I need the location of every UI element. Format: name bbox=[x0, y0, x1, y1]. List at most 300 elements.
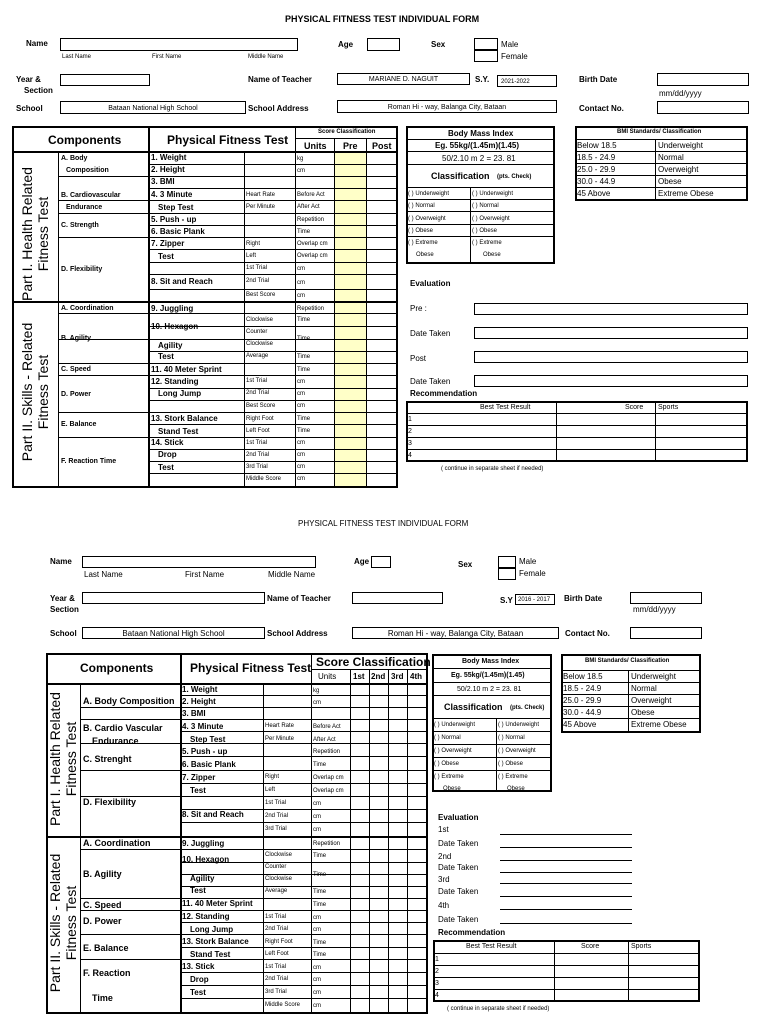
evaluation-label: Evaluation bbox=[438, 813, 479, 822]
sub-label: Right Foot bbox=[265, 939, 293, 945]
sub-label: 2nd Trial bbox=[265, 976, 289, 982]
unit-label: Repetition bbox=[297, 306, 325, 312]
unit-label: cm bbox=[313, 927, 321, 933]
sub-label: Middle Score bbox=[265, 1002, 301, 1008]
test-label: 9. Juggling bbox=[182, 839, 225, 848]
bmi-example: Eg. 55kg/(1.45m)(1.45) bbox=[435, 141, 520, 150]
sports-header: Sports bbox=[631, 943, 652, 950]
classification-option: ( ) Underweight bbox=[472, 191, 514, 197]
classification-option: Obese bbox=[483, 252, 501, 258]
contact-field[interactable] bbox=[657, 101, 749, 114]
comp-divider bbox=[58, 200, 148, 201]
test-divider bbox=[148, 188, 397, 189]
unit-label: Time bbox=[313, 872, 327, 878]
classification-option: Obese bbox=[443, 786, 461, 792]
bmi-range: 30.0 - 44.9 bbox=[563, 708, 602, 717]
birth-date-field[interactable] bbox=[657, 73, 749, 86]
test-divider bbox=[148, 225, 397, 226]
unit-label: Repetition bbox=[313, 841, 341, 847]
bmi-category: Obese bbox=[631, 708, 655, 717]
sub-label: Right Foot bbox=[246, 416, 274, 422]
components-header: Components bbox=[48, 133, 122, 147]
classification-option: ( ) Obese bbox=[472, 228, 498, 234]
component-label: E. Balance bbox=[83, 943, 129, 953]
classification-option: Obese bbox=[507, 786, 525, 792]
test-label: 7. Zipper bbox=[182, 773, 216, 782]
test-label: 5. Push - up bbox=[151, 215, 197, 224]
test-label: Step Test bbox=[190, 735, 226, 744]
recommendation-label: Recommendation bbox=[410, 389, 478, 398]
sub-label: 1st Trial bbox=[246, 265, 268, 271]
component-label: C. Speed bbox=[61, 366, 91, 373]
sub-label: Per Minute bbox=[265, 736, 295, 742]
std-line bbox=[575, 187, 748, 188]
comp-divider bbox=[80, 934, 180, 935]
unit-label: cm bbox=[313, 965, 321, 971]
cls-line bbox=[406, 199, 555, 200]
unit-label: Time bbox=[297, 367, 311, 373]
eval-4th-line[interactable] bbox=[500, 909, 632, 910]
eval-3rd-line[interactable] bbox=[500, 883, 632, 884]
sub-label: Left Foot bbox=[246, 428, 270, 434]
sub-label: Clockwise bbox=[265, 852, 293, 858]
unit-label: Repetition bbox=[313, 749, 341, 755]
bmi-title: Body Mass Index bbox=[462, 658, 520, 665]
unit-label: Overlap cm bbox=[313, 788, 344, 794]
component-label: D. Flexibility bbox=[83, 797, 137, 807]
birth-date-label: Birth Date bbox=[564, 594, 603, 603]
sub-label: Clockwise bbox=[265, 876, 293, 882]
bmi-range: Below 18.5 bbox=[563, 672, 603, 681]
component-label: Endurance bbox=[66, 204, 103, 211]
name-field[interactable] bbox=[60, 38, 298, 51]
best-result-header: Best Test Result bbox=[466, 943, 517, 950]
cls-line bbox=[432, 770, 552, 771]
date-taken-line[interactable] bbox=[500, 923, 632, 924]
row-line bbox=[180, 910, 427, 911]
part1-label: Part I. Health Related Fitness Test bbox=[19, 167, 52, 301]
row-line bbox=[180, 731, 427, 732]
row-line bbox=[148, 200, 397, 201]
std-line bbox=[575, 151, 748, 152]
form-title: PHYSICAL FITNESS TEST INDIVIDUAL FORM bbox=[285, 14, 480, 24]
std-line bbox=[561, 682, 701, 683]
sub-label: 1st Trial bbox=[265, 914, 287, 920]
test-label: Agility bbox=[190, 874, 215, 883]
std-line bbox=[575, 139, 748, 140]
unit-label: Overlap cm bbox=[297, 253, 328, 259]
test-label: Test bbox=[158, 352, 174, 361]
comp-divider bbox=[80, 910, 180, 911]
sub-label: 2nd Trial bbox=[265, 813, 289, 819]
rec-row-num: 4 bbox=[408, 452, 412, 459]
sy-field[interactable]: 2021-2022 bbox=[497, 75, 557, 87]
unit-label: Before Act bbox=[297, 192, 325, 198]
unit-label: cm bbox=[297, 403, 305, 409]
school-field[interactable]: Bataan National High School bbox=[82, 627, 265, 639]
school-label: School bbox=[50, 629, 77, 638]
comp-divider bbox=[80, 898, 180, 899]
unit-label: cm bbox=[313, 977, 321, 983]
sub-label: Best Score bbox=[246, 292, 276, 298]
male-checkbox[interactable] bbox=[474, 38, 498, 50]
last-name-caption: Last Name bbox=[62, 54, 92, 60]
male-label: Male bbox=[501, 40, 519, 49]
bmi-example: Eg. 55kg/(1.45m)(1.45) bbox=[451, 672, 525, 679]
unit-label: cm bbox=[313, 990, 321, 996]
bmi-calc: 50/2.10 m 2 = 23. 81 bbox=[457, 686, 522, 693]
component-label: E. Balance bbox=[61, 421, 97, 428]
date-taken-label-2: Date Taken bbox=[410, 377, 451, 386]
pts-check-caption: (pts. Check) bbox=[510, 705, 545, 711]
classification-label: Classification bbox=[444, 702, 503, 712]
unit-label: Time bbox=[313, 940, 327, 946]
test-label: 4. 3 Minute bbox=[151, 190, 193, 199]
sub-label: 3rd Trial bbox=[265, 826, 287, 832]
contact-field[interactable] bbox=[630, 627, 702, 639]
recommendation-label: Recommendation bbox=[438, 928, 506, 937]
test-label: 1. Weight bbox=[182, 685, 218, 694]
test-divider bbox=[180, 770, 427, 771]
sub-label: Heart Rate bbox=[265, 723, 295, 729]
test-label: 12. Standing bbox=[151, 377, 199, 386]
test-label: 14. Stick bbox=[151, 438, 184, 447]
year-section-field[interactable] bbox=[82, 592, 265, 604]
year-label: Year & bbox=[50, 594, 75, 603]
sub-label: 1st Trial bbox=[246, 378, 268, 384]
eval-2nd-label: 2nd bbox=[438, 852, 452, 861]
contact-label: Contact No. bbox=[565, 629, 610, 638]
col-4th: 4th bbox=[410, 672, 422, 681]
test-label: 10. Hexagon bbox=[182, 855, 230, 864]
component-label: A. Body bbox=[61, 155, 88, 162]
sub-label: Heart Rate bbox=[246, 192, 276, 198]
sub-label: 2nd Trial bbox=[246, 390, 270, 396]
sex-label: Sex bbox=[431, 40, 446, 49]
school-address-field[interactable]: Roman Hi - way, Balanga City, Bataan bbox=[337, 100, 557, 113]
classification-option: ( ) Overweight bbox=[498, 748, 536, 754]
sub-label: 2nd Trial bbox=[246, 278, 270, 284]
classification-option: ( ) Normal bbox=[498, 735, 525, 741]
date-taken-field-2[interactable] bbox=[474, 375, 748, 387]
bmi-title: Body Mass Index bbox=[448, 129, 514, 138]
section-label: Section bbox=[50, 605, 79, 614]
col-3rd: 3rd bbox=[391, 672, 404, 681]
sports-header: Sports bbox=[658, 404, 679, 411]
unit-label: Time bbox=[297, 354, 311, 360]
test-label: 4. 3 Minute bbox=[182, 722, 224, 731]
row-line bbox=[180, 695, 427, 696]
sub-label: Left bbox=[265, 787, 276, 793]
teacher-field[interactable] bbox=[352, 592, 443, 604]
date-taken-field[interactable] bbox=[474, 327, 748, 339]
sub-label: 2nd Trial bbox=[246, 452, 270, 458]
test-label: 12. Standing bbox=[182, 912, 230, 921]
unit-label: Time bbox=[313, 762, 327, 768]
birth-date-field[interactable] bbox=[630, 592, 702, 604]
school-field[interactable]: Bataan National High School bbox=[60, 101, 246, 114]
sub-label: Left bbox=[246, 253, 257, 259]
std-line bbox=[561, 694, 701, 695]
first-name-caption: First Name bbox=[185, 570, 225, 579]
row-line bbox=[148, 424, 397, 425]
name-label: Name bbox=[26, 39, 48, 48]
teacher-field[interactable]: MARIANE D. NAGUIT bbox=[337, 73, 470, 85]
test-label: 8. Sit and Reach bbox=[182, 810, 244, 819]
classification-option: ( ) Overweight bbox=[408, 216, 446, 222]
evaluation-label: Evaluation bbox=[410, 279, 451, 288]
test-label: Test bbox=[190, 886, 206, 895]
row-line bbox=[148, 351, 397, 352]
eval-1st-label: 1st bbox=[438, 825, 449, 834]
female-checkbox[interactable] bbox=[498, 568, 516, 580]
sub-label: Middle Score bbox=[246, 476, 282, 482]
component-label: B. Cardio Vascular bbox=[83, 723, 163, 733]
test-divider bbox=[180, 947, 427, 948]
sub-label: Average bbox=[246, 353, 269, 359]
unit-label: cm bbox=[313, 801, 321, 807]
component-label: C. Speed bbox=[83, 900, 122, 910]
comp-divider bbox=[58, 363, 148, 364]
test-label: Agility bbox=[158, 341, 183, 350]
cls-line bbox=[432, 757, 552, 758]
row-line bbox=[148, 400, 397, 401]
unit-label: After Act bbox=[313, 737, 336, 743]
female-label: Female bbox=[501, 52, 528, 61]
test-divider bbox=[180, 796, 427, 797]
component-label: B. Agility bbox=[83, 869, 122, 879]
unit-label: cm bbox=[297, 266, 305, 272]
row-line bbox=[148, 363, 397, 364]
comp-divider bbox=[80, 849, 180, 850]
post-header: Post bbox=[372, 141, 392, 151]
row-line bbox=[180, 998, 427, 999]
female-checkbox[interactable] bbox=[474, 50, 498, 62]
test-divider bbox=[148, 249, 397, 250]
test-label: 3. BMI bbox=[151, 177, 175, 186]
test-label: 2. Height bbox=[182, 697, 216, 706]
classification-label: Classification bbox=[431, 171, 490, 181]
row-line bbox=[180, 934, 427, 935]
date-taken-line[interactable] bbox=[500, 896, 632, 897]
component-label: A. Body Composition bbox=[83, 696, 175, 706]
unit-label: Before Act bbox=[313, 724, 341, 730]
male-checkbox[interactable] bbox=[498, 556, 516, 568]
eval-1st-line[interactable] bbox=[500, 834, 632, 835]
comp-divider bbox=[58, 313, 148, 314]
sex-label: Sex bbox=[458, 560, 473, 569]
age-field[interactable] bbox=[367, 38, 400, 51]
test-label: 3. BMI bbox=[182, 709, 206, 718]
test-divider bbox=[180, 719, 427, 720]
unit-label: Time bbox=[313, 853, 327, 859]
pft-header: Physical Fitness Test bbox=[190, 661, 312, 675]
unit-label: cm bbox=[297, 168, 305, 174]
part2-label: Part II. Skills - Related Fitness Test bbox=[47, 853, 80, 993]
unit-label: Overlap cm bbox=[313, 775, 344, 781]
bmi-category: Normal bbox=[631, 684, 657, 693]
unit-label: Repetition bbox=[297, 217, 325, 223]
sub-label: 1st Trial bbox=[265, 800, 287, 806]
row-line bbox=[180, 822, 427, 823]
unit-label: Time bbox=[297, 416, 311, 422]
sub-label: Left Foot bbox=[265, 951, 289, 957]
test-divider bbox=[148, 437, 397, 438]
test-divider bbox=[148, 412, 397, 413]
row-line bbox=[180, 985, 427, 986]
comp-divider bbox=[58, 237, 148, 238]
score-header: Score bbox=[581, 943, 600, 950]
components-header: Components bbox=[80, 661, 154, 675]
test-label: 7. Zipper bbox=[151, 239, 185, 248]
test-divider bbox=[148, 289, 397, 290]
bmi-category: Obese bbox=[658, 177, 682, 186]
test-label: 9. Juggling bbox=[151, 304, 194, 313]
female-label: Female bbox=[519, 569, 546, 578]
row-line bbox=[180, 886, 427, 887]
test-label: 10. Hexagon bbox=[151, 322, 199, 331]
sub-label: 1st Trial bbox=[246, 440, 268, 446]
row-line bbox=[180, 972, 427, 973]
age-field[interactable] bbox=[371, 556, 391, 568]
eval-4th-label: 4th bbox=[438, 901, 450, 910]
test-label: Test bbox=[158, 252, 174, 261]
continue-note: ( continue in separate sheet if needed) bbox=[447, 1006, 550, 1012]
row-line bbox=[148, 461, 397, 462]
classification-option: ( ) Normal bbox=[434, 735, 461, 741]
pre-header: Pre bbox=[343, 141, 358, 151]
unit-label: cm bbox=[297, 293, 305, 299]
bmi-calc: 50/2.10 m 2 = 23. 81 bbox=[442, 154, 516, 163]
classification-option: ( ) Overweight bbox=[472, 216, 510, 222]
test-label: Long Jump bbox=[190, 925, 234, 934]
pre-eval-field[interactable] bbox=[474, 303, 748, 315]
bmi-range: 18.5 - 24.9 bbox=[577, 153, 616, 162]
date-format-caption: mm/dd/yyyy bbox=[633, 605, 676, 614]
comp-divider bbox=[58, 176, 148, 177]
unit-label: Time bbox=[297, 229, 311, 235]
year-section-field[interactable] bbox=[60, 74, 150, 86]
bmi-range: 25.0 - 29.9 bbox=[563, 696, 602, 705]
bmi-range: 30.0 - 44.9 bbox=[577, 177, 616, 186]
classification-option: ( ) Extreme bbox=[434, 774, 464, 780]
unit-label: cm bbox=[297, 280, 305, 286]
row-line bbox=[148, 339, 397, 340]
classification-option: Obese bbox=[416, 252, 434, 258]
unit-label: cm bbox=[297, 464, 305, 470]
date-format-caption: mm/dd/yyyy bbox=[659, 89, 702, 98]
unit-label: Time bbox=[297, 336, 311, 342]
teacher-label: Name of Teacher bbox=[267, 594, 331, 603]
rec-row-num: 4 bbox=[435, 992, 439, 999]
date-taken-label: Date Taken bbox=[438, 887, 479, 896]
classification-option: ( ) Underweight bbox=[498, 722, 540, 728]
bmi-range: Below 18.5 bbox=[577, 141, 617, 150]
cls-line bbox=[432, 744, 552, 745]
middle-name-caption: Middle Name bbox=[248, 54, 284, 60]
unit-label: cm bbox=[297, 476, 305, 482]
post-eval-field[interactable] bbox=[474, 351, 748, 363]
sub-label: 3rd Trial bbox=[246, 464, 268, 470]
comp-divider bbox=[58, 437, 148, 438]
pts-check-caption: (pts. Check) bbox=[497, 174, 532, 180]
unit-label: Time bbox=[297, 317, 311, 323]
row-line bbox=[180, 959, 427, 960]
teacher-label: Name of Teacher bbox=[248, 75, 312, 84]
classification-option: ( ) Obese bbox=[434, 761, 460, 767]
date-taken-label: Date Taken bbox=[438, 863, 479, 872]
units-header: Units bbox=[318, 672, 337, 681]
row-line bbox=[180, 874, 427, 875]
unit-label: cm bbox=[297, 379, 305, 385]
comp-divider bbox=[80, 707, 180, 708]
row-line bbox=[148, 262, 397, 263]
eval-2nd-line[interactable] bbox=[500, 860, 632, 861]
eval-3rd-label: 3rd bbox=[438, 875, 450, 884]
test-label: 13. Stork Balance bbox=[151, 414, 218, 423]
unit-label: Time bbox=[313, 889, 327, 895]
bmi-category: Overweight bbox=[658, 165, 699, 174]
rec-row-num: 2 bbox=[408, 428, 412, 435]
std-line bbox=[561, 706, 701, 707]
col-2nd: 2nd bbox=[371, 672, 386, 681]
test-label: 5. Push - up bbox=[182, 747, 228, 756]
post-eval-label: Post bbox=[410, 354, 427, 363]
comp-divider bbox=[80, 959, 180, 960]
std-line bbox=[575, 163, 748, 164]
date-taken-line[interactable] bbox=[500, 847, 632, 848]
rec-row-num: 1 bbox=[408, 416, 412, 423]
part1-label: Part I. Health Related Fitness Test bbox=[47, 692, 80, 826]
classification-option: ( ) Underweight bbox=[408, 191, 450, 197]
bmi-range: 45 Above bbox=[577, 189, 611, 198]
std-line bbox=[575, 175, 748, 176]
component-label: C. Strength bbox=[61, 222, 99, 229]
unit-label: cm bbox=[313, 915, 321, 921]
school-address-field[interactable]: Roman Hi - way, Balanga City, Bataan bbox=[352, 627, 559, 639]
sub-label: 1st Trial bbox=[265, 964, 287, 970]
test-divider bbox=[180, 922, 427, 923]
test-label: Drop bbox=[190, 975, 209, 984]
sy-field[interactable]: 2016 - 2017 bbox=[515, 594, 555, 605]
date-taken-line[interactable] bbox=[500, 872, 632, 873]
test-label: Stand Test bbox=[158, 427, 199, 436]
classification-option: ( ) Extreme bbox=[498, 774, 528, 780]
part2-label: Part II. Skills - Related Fitness Test bbox=[19, 322, 52, 462]
contact-label: Contact No. bbox=[579, 104, 624, 113]
cls-line bbox=[406, 211, 555, 212]
component-label: Time bbox=[92, 993, 113, 1003]
classification-option: ( ) Normal bbox=[472, 203, 499, 209]
name-field[interactable] bbox=[82, 556, 316, 568]
component-label: A. Coordination bbox=[83, 838, 151, 848]
score-class-header: Score Classification bbox=[318, 129, 376, 135]
school-label: School bbox=[16, 104, 43, 113]
form-title: PHYSICAL FITNESS TEST INDIVIDUAL FORM bbox=[298, 519, 469, 528]
row-line bbox=[148, 313, 397, 314]
row-line bbox=[148, 237, 397, 238]
component-label: A. Coordination bbox=[61, 305, 114, 312]
sub-label: Per Minute bbox=[246, 204, 276, 210]
test-label: Drop bbox=[158, 450, 177, 459]
std-line bbox=[561, 670, 701, 671]
name-label: Name bbox=[50, 557, 72, 566]
bmi-range: 25.0 - 29.9 bbox=[577, 165, 616, 174]
middle-name-caption: Middle Name bbox=[268, 570, 316, 579]
sub-label: Counter bbox=[265, 864, 287, 870]
sub-label: 3rd Trial bbox=[265, 989, 287, 995]
best-result-header: Best Test Result bbox=[480, 404, 531, 411]
